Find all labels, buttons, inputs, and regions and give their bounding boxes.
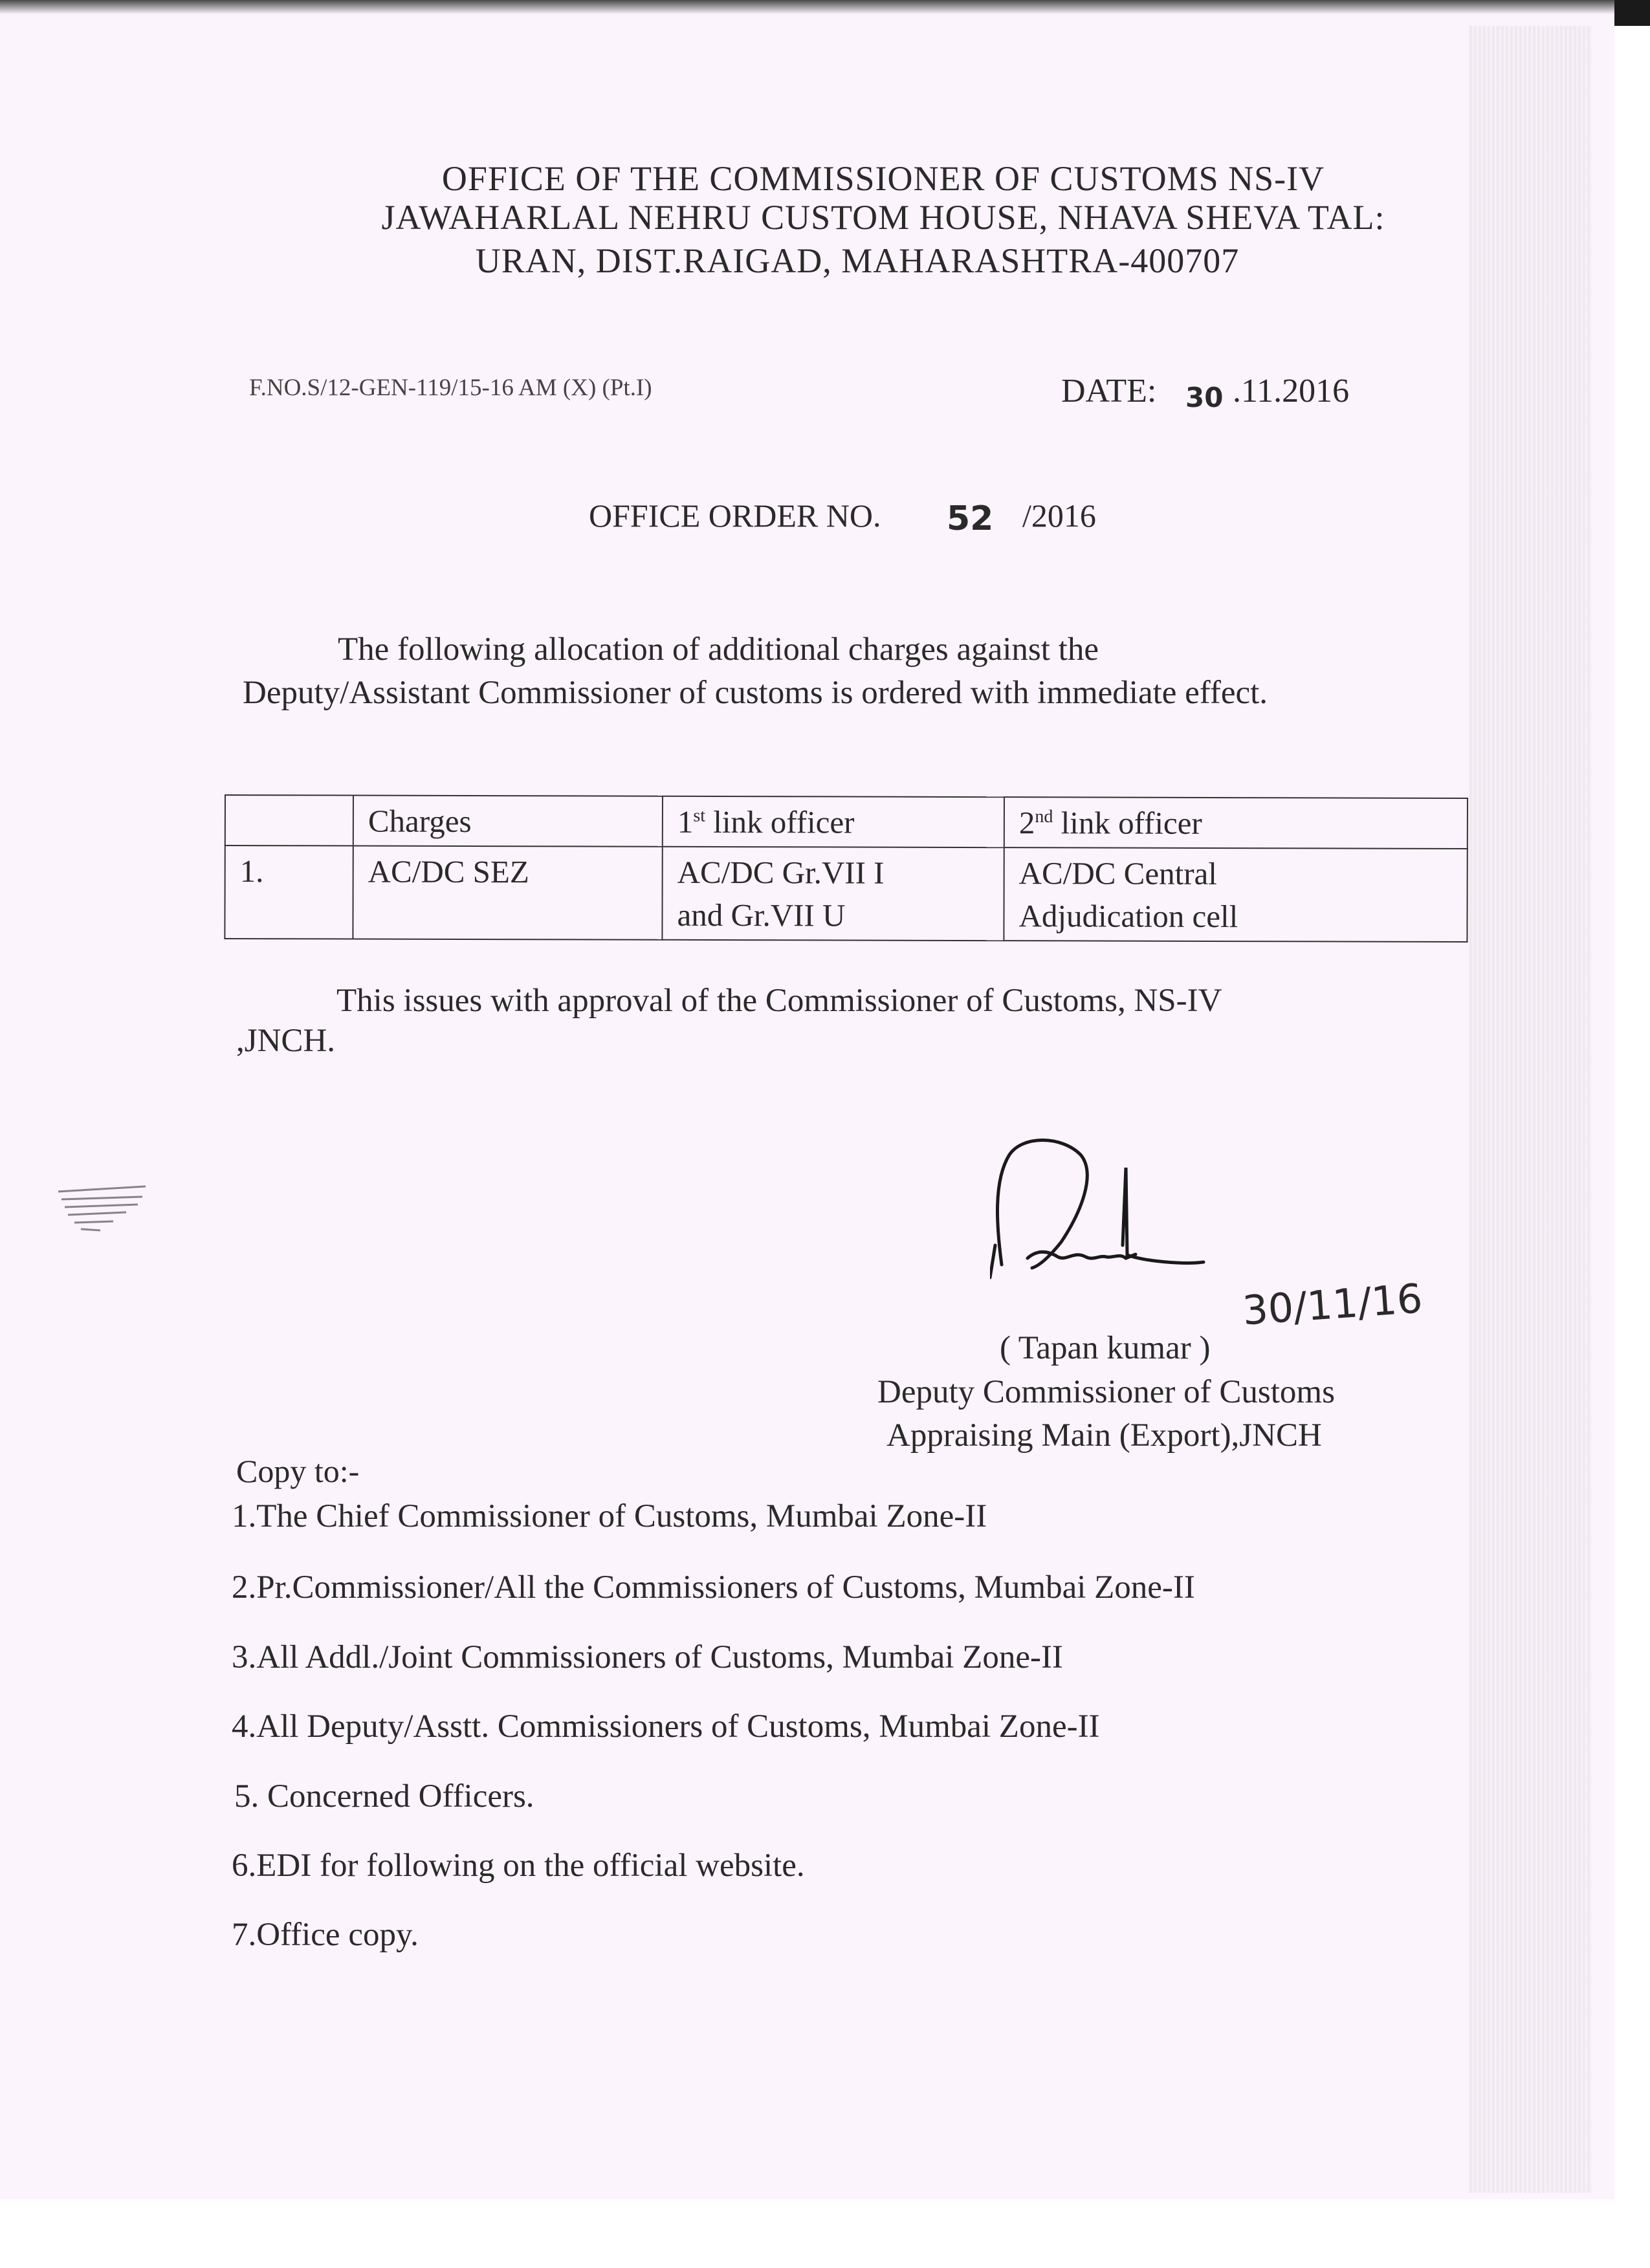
approval-line-2: ,JNCH.: [236, 1023, 336, 1059]
scan-top-edge: [0, 0, 1650, 14]
order-number-handwritten: 52: [947, 499, 994, 538]
signatory-title: Deputy Commissioner of Customs: [877, 1374, 1335, 1410]
copy-item-2: 2.Pr.Commissioner/All the Commissioners of Customs, Mumbai Zone-II: [232, 1569, 1195, 1606]
signatory-office: Appraising Main (Export),JNCH: [886, 1417, 1322, 1454]
order-label: OFFICE ORDER NO.: [589, 497, 881, 534]
copy-item-3: 3.All Addl./Joint Commissioners of Customs, Mumbai Zone-II: [232, 1639, 1063, 1675]
row-sno: 1.: [225, 845, 353, 939]
date-label: DATE:: [1061, 373, 1157, 409]
scan-corner: [1614, 0, 1650, 26]
charges-table: [224, 794, 1468, 943]
copy-to-label: Copy to:-: [236, 1453, 360, 1489]
row-charges: AC/DC SEZ: [353, 846, 662, 940]
header-first-link-officer: 1st link officer: [663, 796, 1004, 847]
row-first-link-officer: AC/DC Gr.VII I and Gr.VII U: [662, 847, 1004, 941]
header-second-link-officer: 2nd link officer: [1004, 797, 1468, 849]
row-second-link-officer: AC/DC Central Adjudication cell: [1004, 847, 1467, 942]
signature: [990, 1129, 1301, 1297]
file-number: F.NO.S/12-GEN-119/15-16 AM (X) (Pt.I): [249, 375, 652, 401]
date-rest: .11.2016: [1233, 373, 1350, 409]
header-sno: [225, 795, 353, 846]
header-charges: Charges: [353, 796, 663, 847]
header-line-3: URAN, DIST.RAIGAD, MAHARASHTRA-400707: [475, 241, 1240, 280]
copy-item-1: 1.The Chief Commissioner of Customs, Mumbai Zone-II: [232, 1498, 987, 1534]
table-row: [225, 845, 1467, 942]
header-line-1: OFFICE OF THE COMMISSIONER OF CUSTOMS NS-IV: [441, 159, 1325, 198]
copy-item-7: 7.Office copy.: [232, 1917, 419, 1953]
intro-line-2: Deputy/Assistant Commissioner of customs is ordered with immediate effect.: [243, 675, 1268, 711]
ink-smudge: [55, 1179, 152, 1237]
header-line-2: JAWAHARLAL NEHRU CUSTOM HOUSE, NHAVA SHEVA TAL:: [381, 198, 1385, 237]
scan-right-margin: [1614, 0, 1650, 2268]
scan-streak: [1469, 26, 1592, 2193]
table-header-row: [225, 795, 1468, 849]
intro-line-1: The following allocation of additional charges against the: [338, 631, 1099, 668]
signature-date-handwritten: 30/11/16: [1240, 1274, 1424, 1335]
signatory-name: ( Tapan kumar ): [1000, 1330, 1211, 1366]
scan-bottom-margin: [0, 2199, 1650, 2268]
date-day-handwritten: 30: [1185, 382, 1224, 413]
copy-item-4: 4.All Deputy/Asstt. Commissioners of Customs, Mumbai Zone-II: [232, 1708, 1100, 1745]
order-year: /2016: [1022, 497, 1096, 534]
approval-line-1: This issues with approval of the Commissioner of Customs, NS-IV: [336, 983, 1222, 1019]
copy-item-5: 5. Concerned Officers.: [234, 1778, 534, 1815]
copy-item-6: 6.EDI for following on the official website.: [232, 1848, 805, 1884]
